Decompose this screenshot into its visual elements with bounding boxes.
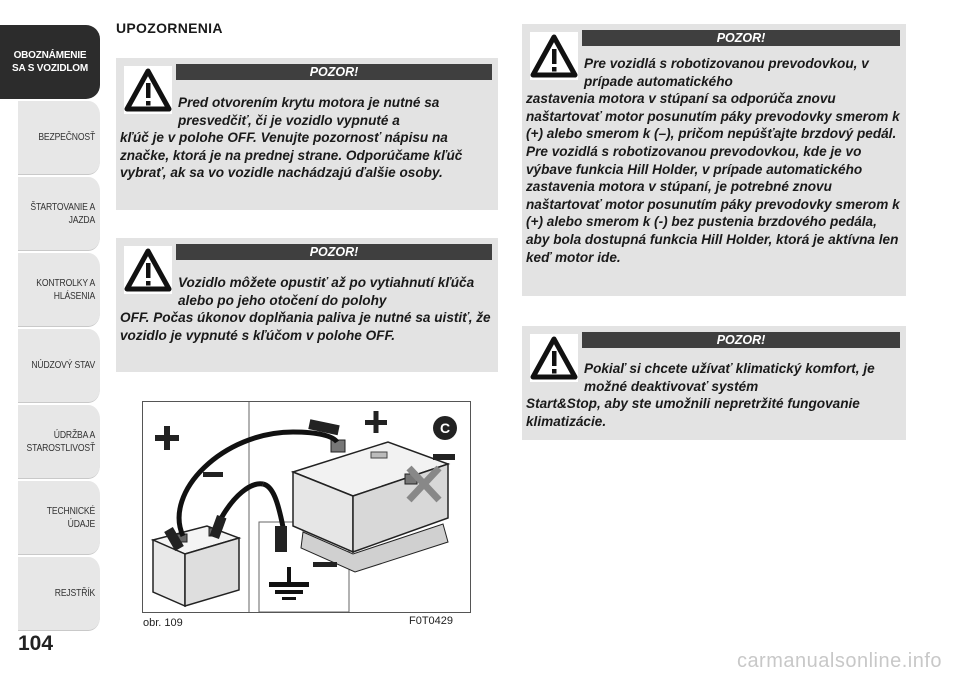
figure-code: F0T0429 bbox=[409, 615, 454, 627]
warning-text: Pokiaľ si chcete užívať klimatický komfort, je možné deaktivovať systém Start&Stop, aby ste umožnili nepretržité fungovanie klimatizácie. bbox=[526, 361, 875, 429]
warning-title: POZOR! bbox=[582, 30, 900, 46]
warning-box-hood bbox=[116, 58, 498, 210]
warning-box-robotized-gearbox bbox=[522, 24, 906, 296]
warning-title: POZOR! bbox=[582, 332, 900, 348]
tab-nudzovy-stav[interactable]: NÚDZOVÝ STAV bbox=[18, 329, 100, 403]
tab-rejstrik[interactable]: REJSTŘÍK bbox=[18, 557, 100, 631]
tab-kontrolky[interactable]: KONTROLKY A HLÁSENIA bbox=[18, 253, 100, 327]
warning-text: Pre vozidlá s robotizovanou prevodovkou, v prípade automatického zastavenia motora v stúpaní sa odporúča znovu naštartovať motor posunutím páky prevodovky smerom k (+) alebo smerom k (–), pričom nepúšťajte brzdový pedál. Pre vozidlá s robotizovanou prevodovkou, kde je vo výbave funkcia Hill Holder, v prípade automatického zastavenia motora v stúpaní, je potrebné znovu naštartovať motor posunutím páky prevodovky smerom k (+) alebo smerom k (-) bez pustenia brzdového pedála, aby bola dostupná funkcia Hill Holder, ktorá je aktívna len keď motor ide. bbox=[526, 56, 900, 265]
tab-oboznamenie[interactable]: OBOZNÁMENIE SA S VOZIDLOM bbox=[0, 25, 100, 99]
battery-jumpstart-figure bbox=[142, 401, 471, 613]
warning-box-leave-vehicle bbox=[116, 238, 498, 372]
c-badge-label: C bbox=[439, 420, 451, 436]
battery-illustration bbox=[143, 402, 470, 612]
warning-text: Pred otvorením krytu motora je nutné sa presvedčiť, či je vozidlo vypnuté a kľúč je v polohe OFF. Venujte pozornosť nápisu na značke, ktorá je na prednej strane. Odporúčame kľúč vybrať, ak sa vo vozidle nachádzajú ďalšie osoby. bbox=[120, 95, 463, 181]
warning-title: POZOR! bbox=[176, 244, 492, 260]
tab-bezpecnost[interactable]: BEZPEČNOSŤ bbox=[18, 101, 100, 175]
black-clamp-icon bbox=[275, 526, 287, 552]
vehicle-battery-icon bbox=[293, 440, 448, 572]
watermark: carmanualsonline.info bbox=[736, 650, 942, 672]
donor-battery-icon bbox=[153, 526, 239, 606]
page-number: 104 bbox=[18, 632, 54, 655]
tab-udrzba[interactable]: ÚDRŽBA A STAROSTLIVOSŤ bbox=[18, 405, 100, 479]
warning-box-climate bbox=[522, 326, 906, 440]
tab-technicke-udaje[interactable]: TECHNICKÉ ÚDAJE bbox=[18, 481, 100, 555]
warning-text: Vozidlo môžete opustiť až po vytiahnutí kľúča alebo po jeho otočení do polohy OFF. Počas úkonov doplňania paliva je nutné sa uistiť, že vozidlo je vypnuté s kľúčom v polohe OFF. bbox=[120, 275, 491, 343]
warning-title: POZOR! bbox=[176, 64, 492, 80]
figure-caption: obr. 109 bbox=[143, 617, 183, 629]
section-title: UPOZORNENIA bbox=[116, 20, 223, 36]
tab-startovanie[interactable]: ŠTARTOVANIE A JAZDA bbox=[18, 177, 100, 251]
